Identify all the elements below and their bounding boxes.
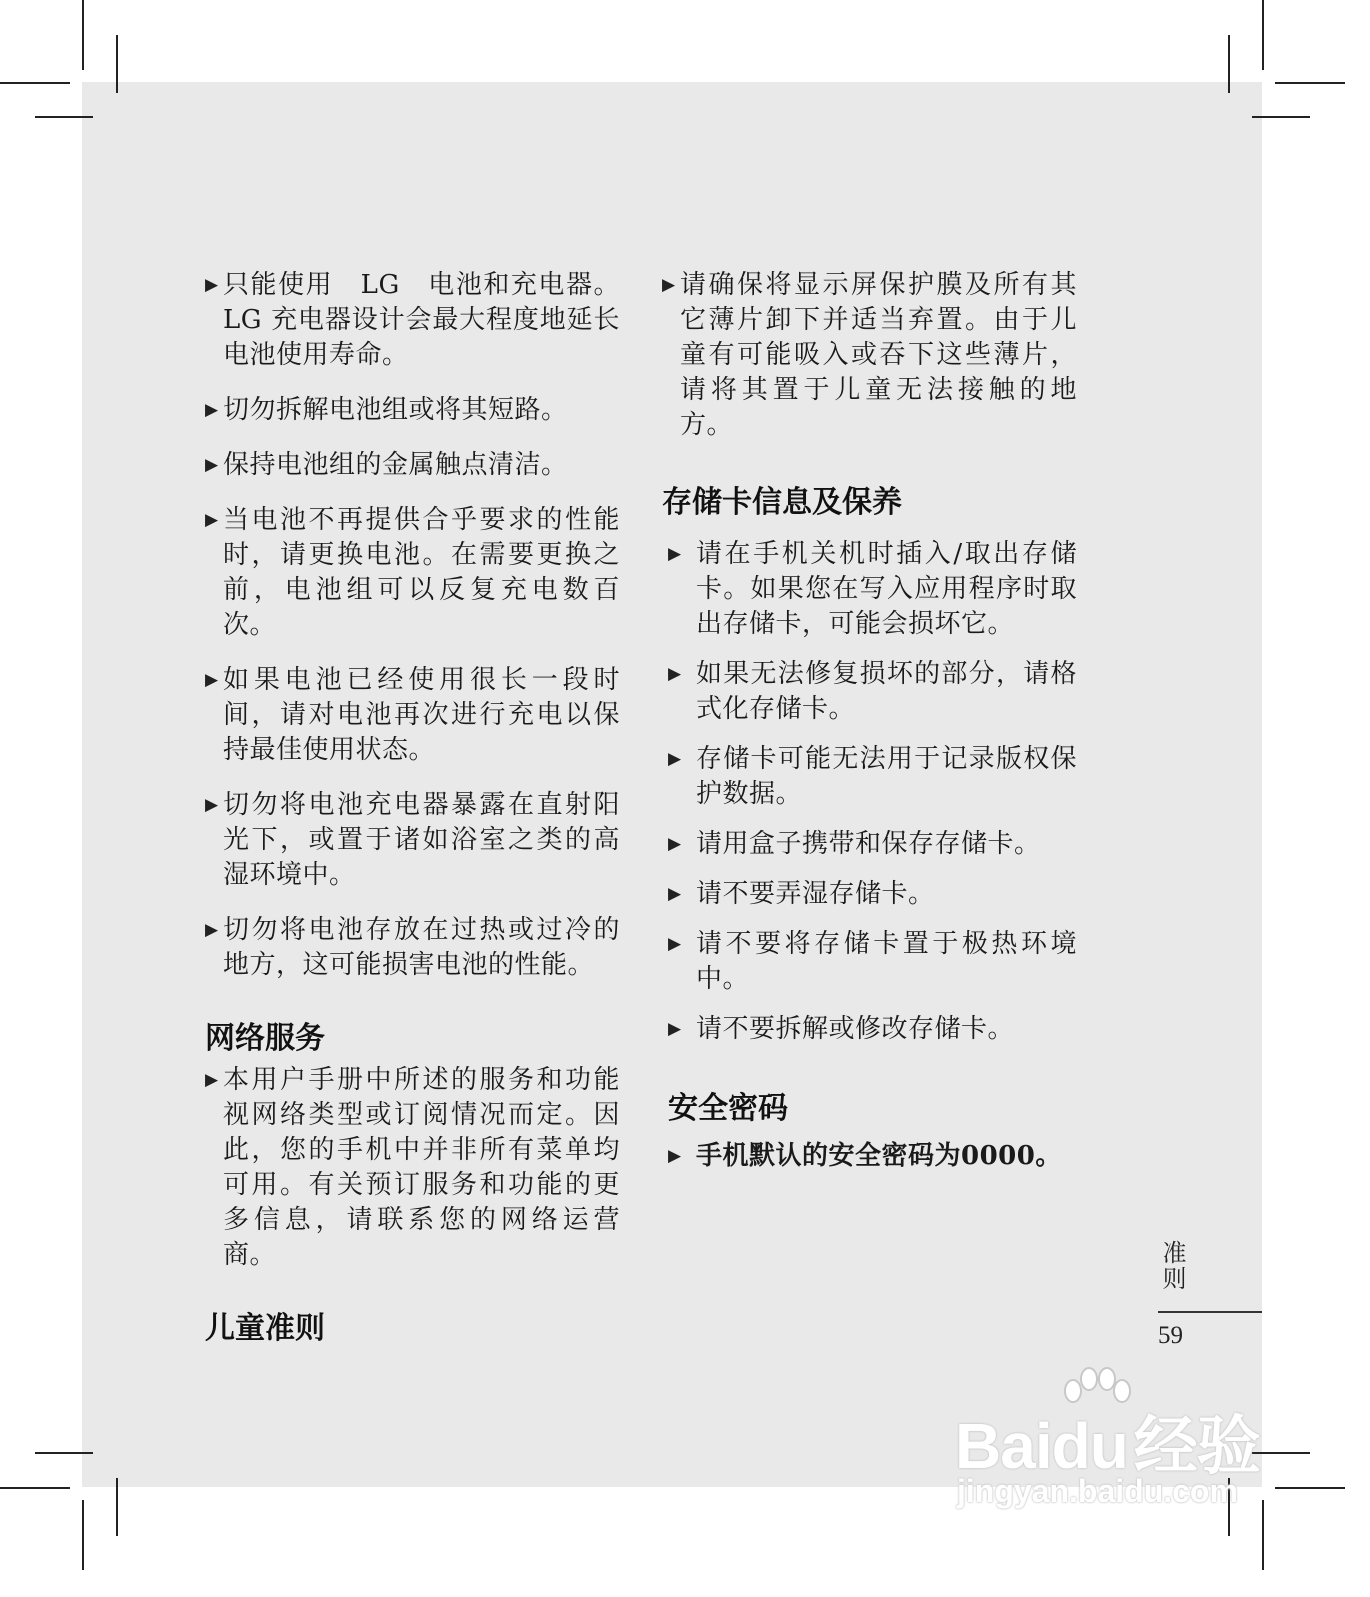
list-item: ▶ 切勿将电池充电器暴露在直射阳光下，或置于诸如浴室之类的高湿环境中。: [205, 790, 620, 890]
left-column: [205, 268, 620, 1349]
crop-mark: [116, 1478, 118, 1536]
triangle-right-icon: ▶: [668, 834, 682, 854]
section-heading-network: 网络服务: [205, 1021, 325, 1056]
crop-mark: [35, 1452, 93, 1454]
right-column: [662, 268, 1077, 1189]
section-heading-children: 儿童准则: [205, 1311, 325, 1346]
triangle-right-icon: ▶: [205, 510, 219, 530]
crop-mark: [0, 82, 70, 84]
list-item: ▶ 如果无法修复损坏的部分，请格式化存储卡。: [668, 659, 1077, 724]
list-item: ▶ 请不要弄湿存储卡。: [662, 877, 1077, 912]
crop-mark: [82, 1500, 84, 1570]
crop-mark: [35, 116, 93, 118]
triangle-right-icon: ▶: [205, 400, 219, 420]
section-side-label: 准则: [1158, 1240, 1186, 1292]
triangle-right-icon: ▶: [668, 884, 682, 904]
watermark-brand: Baidu经验: [955, 1410, 1260, 1482]
crop-mark: [1252, 116, 1310, 118]
crop-mark: [0, 1487, 70, 1489]
crop-mark: [1262, 0, 1264, 70]
list-item: ▶ 本用户手册中所述的服务和功能视网络类型或订阅情况而定。因此，您的手机中并非所有菜单均可用。有关预订服务和功能的更多信息，请联系您的网络运营商。: [205, 1065, 620, 1270]
triangle-right-icon: ▶: [205, 795, 219, 815]
list-item: ▶ 如果电池已经使用很长一段时间，请对电池再次进行充电以保持最佳使用状态。: [205, 665, 620, 765]
list-item: ▶ 切勿拆解电池组或将其短路。: [205, 393, 620, 428]
triangle-right-icon: ▶: [205, 920, 219, 940]
crop-mark: [82, 0, 84, 70]
list-item: ▶ 当电池不再提供合乎要求的性能时，请更换电池。在需要更换之前，电池组可以反复充电数百次。: [205, 505, 620, 640]
triangle-right-icon: ▶: [205, 455, 219, 475]
triangle-right-icon: ▶: [205, 1070, 219, 1090]
list-item: ▶ 保持电池组的金属触点清洁。: [205, 448, 620, 483]
list-item: ▶ 请在手机关机时插入/取出存储卡。如果您在写入应用程序时取出存储卡，可能会损坏它。: [668, 539, 1077, 639]
page-number: 59: [1158, 1322, 1183, 1349]
crop-mark: [116, 35, 118, 93]
list-item: ▶ 请确保将显示屏保护膜及所有其它薄片卸下并适当弃置。由于儿童有可能吸入或吞下这些薄片，请将其置于儿童无法接触的地方。: [662, 270, 1077, 440]
crop-mark: [1275, 82, 1345, 84]
triangle-right-icon: ▶: [205, 670, 219, 690]
triangle-right-icon: ▶: [205, 275, 219, 295]
triangle-right-icon: ▶: [668, 664, 682, 684]
divider: [1158, 1311, 1262, 1313]
crop-mark: [1275, 1487, 1345, 1489]
baidu-watermark: [955, 1365, 1265, 1515]
triangle-right-icon: ▶: [668, 544, 682, 564]
crop-mark: [1228, 35, 1230, 93]
triangle-right-icon: ▶: [668, 749, 682, 769]
list-item: ▶ 只能使用 LG 电池和充电器。LG 充电器设计会最大程度地延长电池使用寿命。: [205, 270, 620, 370]
list-item: ▶ 手机默认的安全密码为0000。: [662, 1139, 1077, 1174]
list-item: ▶ 请不要将存储卡置于极热环境中。: [668, 929, 1077, 994]
triangle-right-icon: ▶: [668, 934, 682, 954]
watermark-url: jingyan.baidu.com: [957, 1473, 1238, 1509]
list-item: ▶ 切勿将电池存放在过热或过冷的地方，这可能损害电池的性能。: [205, 915, 620, 980]
section-heading-security-code: 安全密码: [668, 1091, 788, 1126]
triangle-right-icon: ▶: [668, 1146, 682, 1166]
list-item: ▶ 请用盒子携带和保存存储卡。: [662, 827, 1077, 862]
section-heading-memory-card: 存储卡信息及保养: [662, 485, 902, 520]
list-item: ▶ 请不要拆解或修改存储卡。: [662, 1012, 1077, 1047]
triangle-right-icon: ▶: [662, 275, 676, 295]
list-item: ▶ 存储卡可能无法用于记录版权保护数据。: [668, 744, 1077, 809]
triangle-right-icon: ▶: [668, 1019, 682, 1039]
